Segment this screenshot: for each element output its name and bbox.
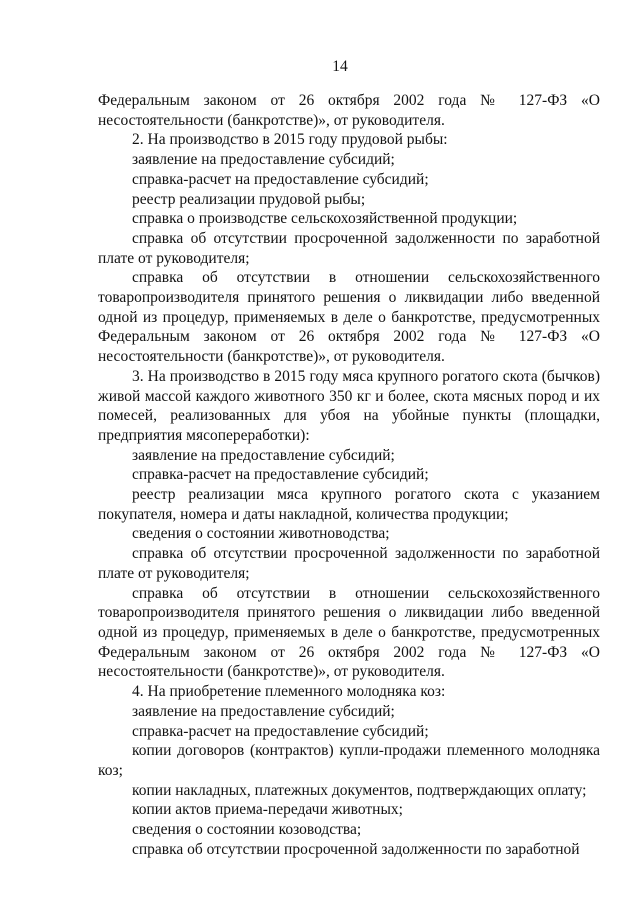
paragraph: сведения о состоянии козоводства;: [132, 821, 362, 839]
paragraph: реестр реализации прудовой рыбы;: [132, 190, 366, 208]
paragraph: реестр реализации мяса крупного рогатого скота с указанием покупателя, номера и даты накладной, количества продукции;: [98, 486, 600, 523]
page-number: 14: [332, 58, 348, 75]
paragraph: справка об отсутствии просроченной задолженности по заработной: [132, 840, 580, 858]
paragraph: справка-расчет на предоставление субсидий;: [132, 722, 429, 740]
paragraph: справка об отсутствии в отношении сельскохозяйственного товаропроизводителя принятого решения о ликвидации либо введенной одной из процедур, применяемых в деле о банкротстве, предусмотренных Федеральным законом от 26 октября 2002 года № 127-ФЗ «О несостоятельности (банкротстве)», от руководителя.: [98, 269, 600, 366]
paragraph: справка об отсутствии просроченной задолженности по заработной плате от руководителя;: [98, 545, 600, 582]
paragraph: сведения о состоянии животноводства;: [132, 525, 390, 543]
paragraph: заявление на предоставление субсидий;: [132, 702, 395, 720]
paragraph: копии актов приема-передачи животных;: [132, 801, 403, 819]
paragraph: справка-расчет на предоставление субсидий;: [132, 170, 429, 188]
paragraph: справка об отсутствии просроченной задолженности по заработной плате от руководителя;: [98, 229, 600, 267]
paragraph: Федеральным законом от 26 октября 2002 года № 127-ФЗ «О несостоятельности (банкротстве)», от руководителя.: [98, 92, 600, 129]
paragraph: заявление на предоставление субсидий;: [132, 151, 395, 169]
paragraph: копии договоров (контрактов) купли-продажи племенного молодняка коз;: [98, 742, 600, 779]
paragraph: 3. На производство в 2015 году мяса крупного рогатого скота (бычков) живой массой каждого животного 350 кг и более, скота мясных пород и их помесей, реализованных для убоя на убойные пункты (площадки, предприятия мясопереработки):: [98, 367, 600, 444]
document-body: [98, 91, 600, 859]
paragraph: 2. На производство в 2015 году прудовой рыбы:: [132, 131, 448, 149]
paragraph: справка-расчет на предоставление субсидий;: [132, 466, 429, 484]
paragraph: копии накладных, платежных документов, подтверждающих оплату;: [132, 781, 587, 799]
paragraph: 4. На приобретение племенного молодняка коз:: [132, 683, 446, 701]
paragraph: заявление на предоставление субсидий;: [132, 446, 395, 464]
paragraph: справка об отсутствии в отношении сельскохозяйственного товаропроизводителя принятого решения о ликвидации либо введенной одной из процедур, применяемых в деле о банкротстве, предусмотренных Федеральным законом от 26 октября 2002 года № 127-ФЗ «О несостоятельности (банкротстве)», от руководителя.: [98, 584, 600, 681]
paragraph: справка о производстве сельскохозяйственной продукции;: [132, 210, 518, 228]
